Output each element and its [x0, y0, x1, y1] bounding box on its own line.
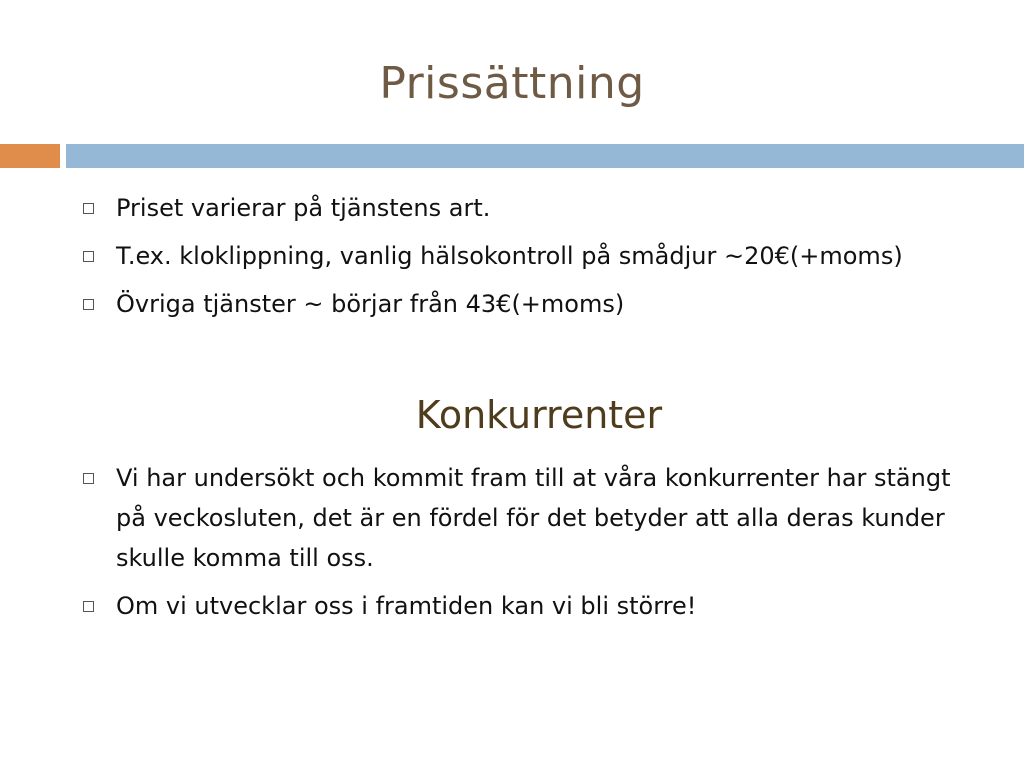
hollow-square-icon [83, 601, 94, 612]
hollow-square-icon [83, 203, 94, 214]
bullet-text: Om vi utvecklar oss i framtiden kan vi bli större! [116, 592, 697, 620]
bullet-item [80, 188, 980, 228]
hollow-square-icon [83, 299, 94, 310]
section-heading: Konkurrenter [415, 393, 663, 437]
competitor-bullet-list [80, 458, 980, 634]
bullet-item [80, 458, 980, 578]
bullet-item [80, 284, 980, 324]
bullet-item [80, 236, 980, 276]
bullet-text: Vi har undersökt och kommit fram till at våra konkurrenter har stängt på veckosluten, det är en fördel för det betyder att alla deras kunder skulle komma till oss. [116, 464, 951, 572]
bullet-item [80, 586, 980, 626]
bullet-text: Priset varierar på tjänstens art. [116, 194, 491, 222]
bullet-text: T.ex. kloklippning, vanlig hälsokontroll på smådjur ~20€(+moms) [116, 242, 903, 270]
hollow-square-icon [83, 251, 94, 262]
hollow-square-icon [83, 473, 94, 484]
accent-bar-orange [0, 144, 60, 168]
bullet-text: Övriga tjänster ~ börjar från 43€(+moms) [116, 290, 625, 318]
accent-bar-blue [66, 144, 1024, 168]
pricing-bullet-list [80, 188, 980, 332]
slide-title: Prissättning [379, 58, 645, 109]
